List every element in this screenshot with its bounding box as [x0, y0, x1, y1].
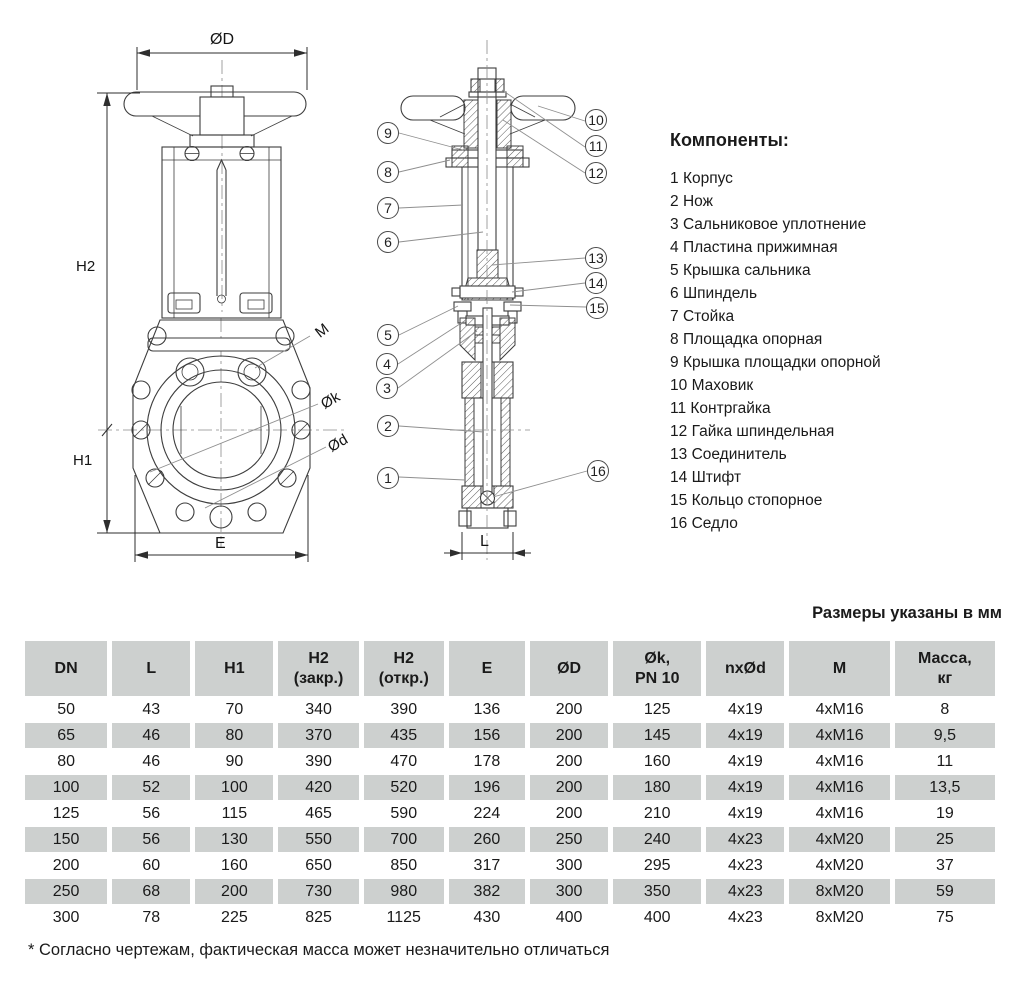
table-row: 200 60 160 650 850 317 300 295 4x23 4xM20 37 [52, 856, 954, 874]
callout-1: 1 [377, 467, 399, 489]
callout-12: 12 [585, 162, 607, 184]
callout-4: 4 [376, 353, 398, 375]
col-header-l: L [112, 641, 190, 696]
component-item: 12 Гайка шпиндельная [670, 423, 835, 440]
components-title: Компоненты: [670, 130, 789, 150]
col-header-ok-pn10: Øk, PN 10 [613, 641, 701, 696]
callout-2: 2 [377, 415, 399, 437]
dim-label-m: M [312, 320, 333, 342]
callout-14: 14 [585, 272, 607, 294]
units-note: Размеры указаны в мм [812, 604, 1002, 622]
callout-11: 11 [585, 135, 607, 157]
callout-9: 9 [377, 122, 399, 144]
table-row: 150 56 130 550 700 260 250 240 4x23 4xM20 25 [25, 827, 995, 852]
component-item: 8 Площадка опорная [670, 331, 823, 348]
dim-label-e: E [215, 535, 226, 552]
col-header-mass: Масса, кг [895, 641, 995, 696]
component-item: 6 Шпиндель [670, 285, 758, 302]
callout-8: 8 [377, 161, 399, 183]
col-header-od: ØD [530, 641, 608, 696]
front-view-drawing [97, 47, 348, 562]
component-item: 9 Крышка площадки опорной [670, 354, 881, 371]
dim-label-l: L [480, 533, 489, 550]
table-row: 80 46 90 390 470 178 200 160 4x19 4xM16 11 [57, 752, 954, 770]
component-item: 14 Штифт [670, 469, 742, 486]
component-item: 7 Стойка [670, 308, 735, 325]
dim-label-od: ØD [210, 31, 234, 48]
table-row: 65 46 80 370 435 156 200 145 4x19 4xM16 9,5 [25, 723, 995, 748]
table-row: 125 56 115 465 590 224 200 210 4x19 4xM16 19 [52, 804, 954, 822]
callout-7: 7 [377, 197, 399, 219]
col-header-h1: H1 [195, 641, 273, 696]
col-header-h2-open: H2 (откр.) [364, 641, 444, 696]
callout-5: 5 [377, 324, 399, 346]
callout-13: 13 [585, 247, 607, 269]
component-item: 1 Корпус [670, 170, 733, 187]
component-item: 13 Соединитель [670, 446, 787, 463]
components-legend [670, 130, 1010, 535]
dim-label-h2: H2 [76, 258, 96, 275]
dimensions-table [20, 640, 1000, 931]
component-item: 3 Сальниковое уплотнение [670, 216, 867, 233]
component-item: 4 Пластина прижимная [670, 239, 838, 256]
callout-16: 16 [587, 460, 609, 482]
footnote: * Согласно чертежам, фактическая масса может незначительно отличаться [28, 941, 610, 959]
table-row: 50 43 70 340 390 136 200 125 4x19 4xM16 8 [57, 700, 950, 718]
component-item: 11 Контргайка [670, 400, 771, 417]
col-header-e: E [449, 641, 525, 696]
component-item: 10 Маховик [670, 377, 754, 394]
table-header-row [25, 641, 995, 696]
dim-label-od-small: Ød [325, 430, 351, 456]
table-row: 100 52 100 420 520 196 200 180 4x19 4xM16 13,5 [25, 775, 995, 800]
col-header-h2-closed: H2 (закр.) [278, 641, 358, 696]
component-item: 16 Седло [670, 515, 738, 532]
section-view-drawing [398, 40, 587, 560]
component-item: 2 Нож [670, 193, 713, 210]
callout-10: 10 [585, 109, 607, 131]
component-item: 5 Крышка сальника [670, 262, 811, 279]
dim-label-ok: Øk [318, 388, 344, 413]
col-header-m: M [789, 641, 889, 696]
dim-label-h1: H1 [73, 452, 93, 469]
callout-6: 6 [377, 231, 399, 253]
component-item: 15 Кольцо стопорное [670, 492, 823, 509]
col-header-dn: DN [25, 641, 107, 696]
callout-3: 3 [376, 377, 398, 399]
table-row: 250 68 200 730 980 382 300 350 4x23 8xM20 59 [25, 879, 995, 904]
col-header-nxod: nxØd [706, 641, 784, 696]
callout-15: 15 [586, 297, 608, 319]
table-row: 300 78 225 825 1125 430 400 400 4x23 8xM20 75 [52, 908, 954, 926]
